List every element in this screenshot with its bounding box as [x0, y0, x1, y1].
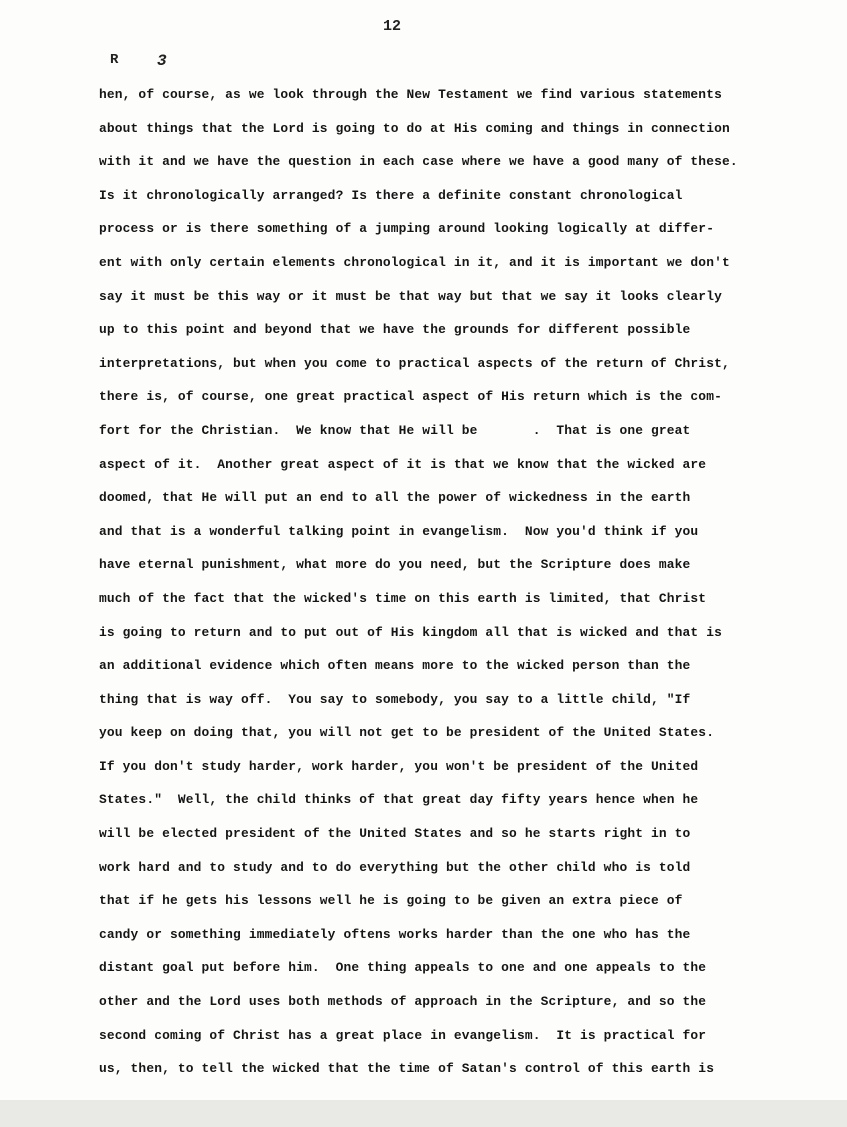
text-line: say it must be this way or it must be that way but that we say it looks clearly	[99, 288, 722, 304]
text-line: will be elected president of the United States and so he starts right in to	[99, 826, 691, 842]
text-line: up to this point and beyond that we have the grounds for different possible	[99, 322, 691, 338]
text-line: hen, of course, as we look through the New Testament we find various statements	[99, 87, 722, 102]
text-line: have eternal punishment, what more do you need, but the Scripture does make	[99, 557, 691, 573]
text-line: is going to return and to put out of His kingdom all that is wicked and that is	[99, 624, 722, 640]
text-line: process or is there something of a jumping around looking logically at differ-	[99, 221, 715, 237]
text-line: about things that the Lord is going to do at His coming and things in connection	[99, 120, 730, 136]
text-line: other and the Lord uses both methods of approach in the Scripture, and so the	[99, 994, 707, 1010]
text-line: States." Well, the child thinks of that great day fifty years hence when he	[99, 792, 699, 808]
text-line: with it and we have the question in each case where we have a good many of these.	[99, 154, 738, 170]
text-line: interpretations, but when you come to practical aspects of the return of Christ,	[99, 355, 730, 371]
text-line: If you don't study harder, work harder, you won't be president of the United	[99, 758, 699, 774]
text-line: that if he gets his lessons well he is going to be given an extra piece of	[99, 893, 683, 909]
text-line: candy or something immediately oftens works harder than the one who has the	[99, 926, 691, 942]
header-number: 3	[157, 52, 167, 70]
text-line: us, then, to tell the wicked that the time of Satan's control of this earth is	[99, 1061, 715, 1077]
page-number: 12	[383, 18, 402, 35]
text-line: there is, of course, one great practical aspect of His return which is the com-	[99, 389, 722, 405]
text-line: second coming of Christ has a great place in evangelism. It is practical for	[99, 1027, 707, 1043]
text-line: an additional evidence which often means more to the wicked person than the	[99, 658, 691, 674]
text-line: fort for the Christian. We know that He will be . That is one great	[99, 422, 691, 438]
text-line: you keep on doing that, you will not get to be president of the United States.	[99, 725, 715, 741]
text-line: ent with only certain elements chronological in it, and it is important we don't	[99, 254, 730, 270]
body-text	[99, 84, 779, 1092]
text-line: aspect of it. Another great aspect of it is that we know that the wicked are	[99, 456, 707, 472]
header-letter: R	[110, 52, 119, 68]
text-line: work hard and to study and to do everything but the other child who is told	[99, 859, 691, 875]
text-line: much of the fact that the wicked's time on this earth is limited, that Christ	[99, 590, 707, 606]
text-line: Is it chronologically arranged? Is there a definite constant chronological	[99, 187, 683, 203]
text-line: distant goal put before him. One thing appeals to one and one appeals to the	[99, 960, 707, 976]
page-bottom-edge	[0, 1100, 847, 1127]
text-line: and that is a wonderful talking point in evangelism. Now you'd think if you	[99, 523, 699, 539]
text-line: thing that is way off. You say to somebody, you say to a little child, "If	[99, 691, 691, 707]
text-line: doomed, that He will put an end to all the power of wickedness in the earth	[99, 490, 691, 506]
